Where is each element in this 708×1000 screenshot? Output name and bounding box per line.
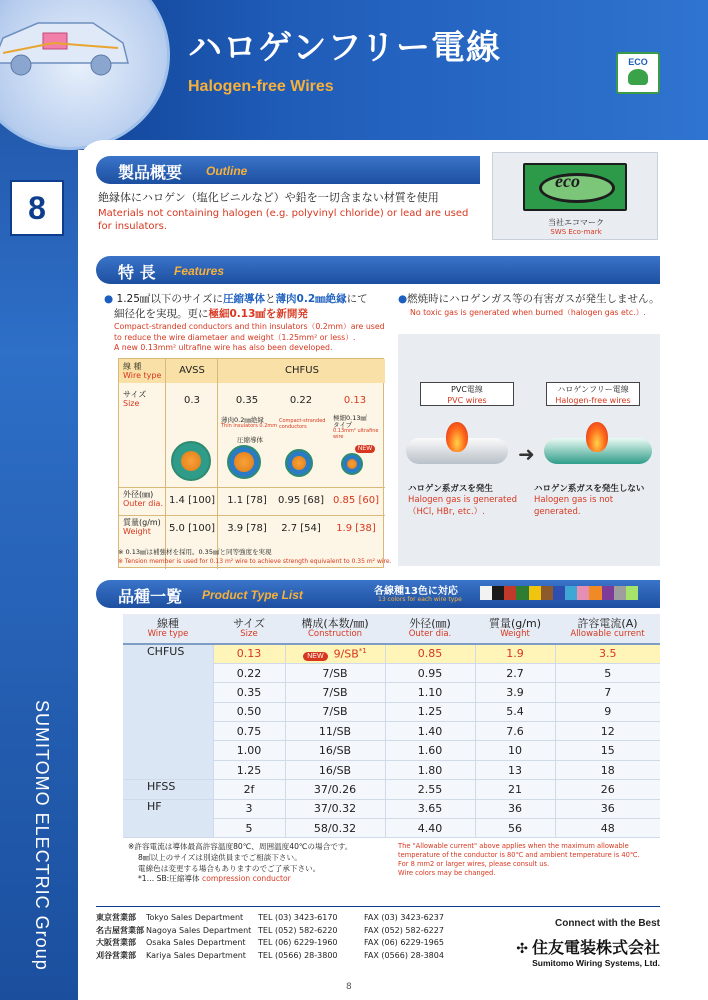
company-logo-icon: ✣ xyxy=(516,941,528,957)
office-name-jp: 東京営業部 xyxy=(96,913,136,922)
office-row xyxy=(96,914,444,922)
wire-type-cell: CHFUS xyxy=(123,644,213,780)
current-cell: 26 xyxy=(555,780,660,799)
core-icon xyxy=(234,452,254,472)
office-row xyxy=(96,927,444,935)
construction-cell: 37/0.32 xyxy=(285,799,385,818)
bullet-icon: ● xyxy=(104,293,114,305)
col-construction xyxy=(285,614,385,644)
construction-cell xyxy=(285,644,385,663)
table-row xyxy=(123,799,660,818)
eco-mark-panel xyxy=(492,152,658,240)
feature-highlight: 極細0.13㎟を新開発 xyxy=(208,308,308,321)
col-jp: 構成(本数/㎜) xyxy=(301,616,369,630)
construction-cell: 7/SB xyxy=(285,663,385,682)
office-row xyxy=(96,939,444,947)
ft-note-en: Thin insulators 0.2mm xyxy=(221,423,278,430)
ft-weight-3: 1.9 [38] xyxy=(336,523,376,534)
gas-result-en: Halogen gas is not generated. xyxy=(534,495,614,517)
company-name-en: Sumitomo Wiring Systems, Ltd. xyxy=(532,958,660,968)
note-line: ※許容電流は導体最高許容温度80℃、周囲温度40℃の場合です。 xyxy=(128,842,353,851)
gas-label-en: Halogen-free wires xyxy=(555,396,631,405)
flame-icon xyxy=(446,422,468,452)
outer-cell: 3.65 xyxy=(385,799,475,818)
wire-type-cell: HF xyxy=(123,799,213,838)
ft-label-jp: サイズ xyxy=(123,390,147,399)
feature-text: と xyxy=(265,293,276,305)
ft-avss: AVSS xyxy=(179,365,205,376)
company-name-text: 住友電装株式会社 xyxy=(531,938,660,957)
divider xyxy=(217,359,218,569)
color-swatch xyxy=(602,586,614,600)
outer-cell: 1.60 xyxy=(385,741,475,760)
color-swatch xyxy=(614,586,626,600)
size-cell: 5 xyxy=(213,819,285,838)
ft-note-comp-en: Compact-stranded conductors xyxy=(279,418,326,430)
ft-outer-2: 0.95 [68] xyxy=(278,495,324,506)
eco-mark-caption-jp: 当社エコマーク xyxy=(548,218,604,227)
feature-point-1 xyxy=(104,292,394,353)
col-size xyxy=(213,614,285,644)
ft-label-en: Wire type xyxy=(123,370,162,380)
color-swatch xyxy=(589,586,601,600)
wire-chfus-013-icon xyxy=(341,453,363,475)
bullet-icon: ● xyxy=(398,293,408,305)
brand-tagline: Connect with the Best xyxy=(554,918,660,929)
ft-outer-1: 1.1 [78] xyxy=(227,495,267,506)
outer-cell: 1.80 xyxy=(385,760,475,779)
size-cell: 1.25 xyxy=(213,760,285,779)
gas-label-jp: ハロゲンフリー電線 xyxy=(557,385,629,394)
colors-label-jp: 各線種13色に対応 xyxy=(374,586,458,597)
construction-cell: 7/SB xyxy=(285,683,385,702)
ft-label-en: Outer dia. xyxy=(123,498,164,508)
color-swatch xyxy=(492,586,504,600)
col-en: Allowable current xyxy=(570,628,645,639)
feature-text: 燃焼時にハロゲンガス等の有害ガスが発生しません。 xyxy=(407,293,660,305)
ft-chfus: CHFUS xyxy=(285,365,319,376)
gas-result-en: Halogen gas is generated xyxy=(408,495,518,506)
features-heading-bar xyxy=(96,256,660,284)
feature-comparison-table xyxy=(118,358,384,568)
core-icon xyxy=(292,456,306,470)
note-line: 8㎟以上のサイズは別途供員までご相談下さい。 xyxy=(138,852,302,862)
feature-text: にて xyxy=(346,293,368,305)
col-wire-type xyxy=(123,614,213,644)
ft-outer-0: 1.4 [100] xyxy=(169,495,215,506)
pvc-wire-label xyxy=(420,382,514,406)
eco-badge-label: ECO xyxy=(628,57,648,67)
flame-icon xyxy=(586,422,608,452)
col-jp: 許容電流(A) xyxy=(577,616,638,630)
col-en: Size xyxy=(240,628,258,639)
note-text-en: compression conductor xyxy=(202,874,291,884)
outline-text-jp: 絶縁体にハロゲン（塩化ビニルなど）や鉛を一切含まない材質を使用 xyxy=(98,191,439,204)
construction-cell: 16/SB xyxy=(285,741,385,760)
size-cell: 0.50 xyxy=(213,702,285,721)
col-current xyxy=(555,614,660,644)
feature-point-2 xyxy=(398,292,668,319)
ft-label-jp: 外径(㎜) xyxy=(123,490,154,499)
leaf-icon xyxy=(628,69,648,85)
current-cell: 12 xyxy=(555,722,660,741)
office-tel: TEL (03) 3423-6170 xyxy=(258,913,338,922)
ft-size-0: 0.3 xyxy=(184,395,200,406)
office-tel: TEL (06) 6229-1960 xyxy=(258,938,338,947)
ft-note-jp: 薄肉0.2㎜絶縁 xyxy=(221,416,264,424)
current-cell: 5 xyxy=(555,663,660,682)
office-tel: TEL (0566) 28-3800 xyxy=(258,950,338,960)
outer-cell: 0.85 xyxy=(385,644,475,663)
note-line: 電線色は変更する場合もありますのでご了承下さい。 xyxy=(138,863,321,873)
color-swatch xyxy=(504,586,516,600)
wire-avss-icon xyxy=(171,441,211,481)
eco-badge xyxy=(616,52,660,94)
ft-label-jp: 線 種 xyxy=(123,362,142,371)
construction-cell: 7/SB xyxy=(285,702,385,721)
color-swatch xyxy=(541,586,553,600)
company-brand xyxy=(476,918,660,968)
color-swatch xyxy=(565,586,577,600)
new-badge: NEW xyxy=(303,652,327,661)
note-line: Wire colors may be changed. xyxy=(398,868,496,877)
weight-cell: 2.7 xyxy=(475,663,555,682)
ft-note-en: 0.13mm² ultrafine wire xyxy=(333,428,379,440)
outline-text-en: Materials not containing halogen (e.g. polyvinyl chloride) or lead are used for insulators. xyxy=(98,208,469,232)
gas-label-en: PVC wires xyxy=(447,396,487,405)
outline-heading-jp: 製品概要 xyxy=(118,163,183,182)
size-cell: 0.75 xyxy=(213,722,285,741)
weight-cell: 3.9 xyxy=(475,683,555,702)
side-brand-text: SUMITOMO ELECTRIC Group xyxy=(32,700,52,971)
ft-label-en: Size xyxy=(123,398,140,408)
color-swatch xyxy=(577,586,589,600)
ft-size-3: 0.13 xyxy=(343,395,367,406)
ft-weight-2: 2.7 [54] xyxy=(281,523,321,534)
construction-value: 9/SB xyxy=(333,647,359,661)
note-line xyxy=(128,874,394,885)
feature-point-2-line xyxy=(398,292,668,307)
gas-result-jp: ハロゲン系ガスを発生 xyxy=(408,484,493,494)
ft-outer-label xyxy=(123,491,163,509)
hf-wire-label xyxy=(546,382,640,406)
col-weight xyxy=(475,614,555,644)
page-title: ハロゲンフリー電線 xyxy=(188,28,501,68)
wire-chfus-035-icon xyxy=(227,445,261,479)
office-row xyxy=(96,952,444,960)
core-icon xyxy=(181,451,201,471)
feature-text: 1.25㎟以下のサイズに xyxy=(116,293,224,305)
weight-cell: 21 xyxy=(475,780,555,799)
col-jp: 質量(g/m) xyxy=(489,616,541,630)
products-heading-jp: 品種一覧 xyxy=(118,587,183,606)
office-name-jp: 大阪営業部 xyxy=(96,938,136,947)
col-en: Weight xyxy=(500,628,530,639)
wire-type-cell: HFSS xyxy=(123,780,213,799)
colors-label-en: 13 colors for each wire type xyxy=(378,596,462,603)
color-swatch xyxy=(626,586,638,600)
ft-size-1: 0.35 xyxy=(235,395,259,406)
size-cell: 0.35 xyxy=(213,683,285,702)
office-fax: FAX (03) 3423-6237 xyxy=(364,913,444,922)
note-line: For 8 mm2 or larger wires, please consult us. xyxy=(398,859,550,868)
office-fax: FAX (0566) 28-3804 xyxy=(364,950,444,960)
gas-result-jp: ハロゲン系ガスを発生しない xyxy=(534,484,645,494)
size-cell: 2f xyxy=(213,780,285,799)
outline-heading-bar xyxy=(96,156,480,184)
footnote-mark: *1 xyxy=(358,647,367,656)
office-name-jp: 名古屋営業部 xyxy=(96,925,144,935)
core-icon xyxy=(347,459,357,469)
current-cell: 9 xyxy=(555,702,660,721)
note-text: *1… SB:圧縮導体 xyxy=(138,874,200,884)
page-subtitle: Halogen-free Wires xyxy=(188,78,334,95)
footer-divider xyxy=(96,906,660,907)
outer-cell: 4.40 xyxy=(385,819,475,838)
col-jp: 外径(㎜) xyxy=(409,616,451,630)
color-swatch xyxy=(516,586,528,600)
features-heading-jp: 特 長 xyxy=(118,263,156,282)
car-icon xyxy=(0,3,133,83)
hf-result xyxy=(534,484,660,518)
ft-wire-type-label xyxy=(123,363,161,381)
ft-label-en: Weight xyxy=(123,526,151,536)
outer-cell: 1.25 xyxy=(385,702,475,721)
weight-cell: 1.9 xyxy=(475,644,555,663)
ft-footnote-jp: ※ 0.13㎟は補強材を採用。0.35㎟と同等強度を実現 xyxy=(118,548,272,556)
ft-footnote-en: ※ Tension member is used for 0.13 m² wire to achieve strength equivalent to 0.35 m² wire. xyxy=(118,558,392,565)
current-cell: 7 xyxy=(555,683,660,702)
table-row xyxy=(123,780,660,799)
note-line: The "Allowable current" above applies when the maximum allowable temperature of the conductor is 80℃ and ambient temperature is 40℃. xyxy=(398,842,640,859)
weight-cell: 10 xyxy=(475,741,555,760)
gas-label-jp: PVC電線 xyxy=(451,385,483,394)
col-jp: サイズ xyxy=(232,616,266,630)
office-name-en: Kariya Sales Department xyxy=(146,950,246,960)
divider xyxy=(165,359,166,569)
table-header-row xyxy=(123,614,660,644)
color-swatch xyxy=(529,586,541,600)
weight-cell: 7.6 xyxy=(475,722,555,741)
construction-cell: 11/SB xyxy=(285,722,385,741)
new-badge: NEW xyxy=(355,445,375,453)
wire-chfus-022-icon xyxy=(285,449,313,477)
company-name-jp xyxy=(476,935,660,958)
feature-highlight: 圧縮導体 xyxy=(223,293,266,305)
col-outer-dia xyxy=(385,614,475,644)
pvc-result xyxy=(408,484,517,518)
page-number: 8 xyxy=(346,982,352,992)
current-cell: 36 xyxy=(555,799,660,818)
outer-cell: 0.95 xyxy=(385,663,475,682)
outer-cell: 2.55 xyxy=(385,780,475,799)
size-cell: 1.00 xyxy=(213,741,285,760)
feature-text: 細径化を実現。更に xyxy=(114,308,209,321)
office-tel: TEL (052) 582-6220 xyxy=(258,925,338,935)
size-cell: 3 xyxy=(213,799,285,818)
current-cell: 15 xyxy=(555,741,660,760)
chapter-number: 8 xyxy=(10,180,64,236)
col-en: Outer dia. xyxy=(408,628,452,639)
products-heading-en: Product Type List xyxy=(202,588,303,602)
office-fax: FAX (06) 6229-1965 xyxy=(364,938,444,947)
office-fax: FAX (052) 582-6227 xyxy=(364,925,444,935)
eco-mark-caption-en: SWS Eco-mark xyxy=(550,228,602,236)
gas-result-en2: （HCl, HBr, etc.）. xyxy=(408,506,485,517)
color-swatch xyxy=(553,586,565,600)
current-cell: 48 xyxy=(555,819,660,838)
product-table xyxy=(123,614,660,838)
color-swatch xyxy=(480,586,492,600)
ft-note-jp2: タイプ xyxy=(333,421,353,430)
office-name-en: Tokyo Sales Department xyxy=(146,913,244,922)
weight-cell: 13 xyxy=(475,760,555,779)
col-en: Construction xyxy=(307,628,363,639)
size-cell: 0.22 xyxy=(213,663,285,682)
ft-outer-3: 0.85 [60] xyxy=(333,495,379,506)
weight-cell: 56 xyxy=(475,819,555,838)
current-cell: 18 xyxy=(555,760,660,779)
outline-heading-en: Outline xyxy=(206,164,248,178)
office-name-jp: 刈谷営業部 xyxy=(96,950,136,960)
gas-comparison-panel xyxy=(398,334,660,566)
arrow-right-icon: ➜ xyxy=(518,442,535,466)
feature-highlight: 薄肉0.2㎜絶縁 xyxy=(275,293,347,305)
eco-mark-icon xyxy=(523,163,627,211)
ft-label-jp: 質量(g/m) xyxy=(123,518,161,527)
ft-note-jp: 極細0.13㎟ xyxy=(333,414,367,422)
office-name-en: Osaka Sales Department xyxy=(146,938,246,947)
outer-cell: 1.40 xyxy=(385,722,475,741)
ft-weight-1: 3.9 [78] xyxy=(227,523,267,534)
feature-point-1-en: Compact-stranded conductors and thin insulators（0.2mm）are used to reduce the wire diametaer and weight（1.25mm² or less）. xyxy=(114,322,385,342)
features-heading-en: Features xyxy=(174,264,225,278)
col-jp: 線種 xyxy=(157,616,179,630)
ft-weight-label xyxy=(123,519,161,537)
current-cell: 3.5 xyxy=(555,644,660,663)
ft-note-comp-jp: 圧縮導体 xyxy=(237,436,263,444)
construction-cell: 16/SB xyxy=(285,760,385,779)
office-name-en: Nagoya Sales Department xyxy=(146,925,252,935)
feature-point-1-en2: A new 0.13mm² ultrafine wire has also been developed. xyxy=(114,342,333,352)
ft-size-label xyxy=(123,391,146,409)
feature-point-1-line2 xyxy=(104,307,394,322)
ft-weight-0: 5.0 [100] xyxy=(169,523,215,534)
eco-mark-text: eco xyxy=(555,171,580,191)
construction-cell: 58/0.32 xyxy=(285,819,385,838)
weight-cell: 5.4 xyxy=(475,702,555,721)
col-en: Wire type xyxy=(147,628,189,639)
weight-cell: 36 xyxy=(475,799,555,818)
color-swatches xyxy=(480,586,638,600)
divider xyxy=(119,487,385,488)
divider xyxy=(119,515,385,516)
table-row xyxy=(123,644,660,663)
feature-point-1-line1 xyxy=(104,292,394,307)
product-notes-en xyxy=(398,842,660,877)
ft-note-ultra xyxy=(333,415,383,440)
ft-size-2: 0.22 xyxy=(289,395,313,406)
outer-cell: 1.10 xyxy=(385,683,475,702)
feature-point-2-en: No toxic gas is generated when burned（halogen gas etc.）. xyxy=(410,308,646,318)
ft-note-thin xyxy=(221,417,277,430)
size-cell: 0.13 xyxy=(213,644,285,663)
side-brand xyxy=(26,700,56,980)
construction-cell: 37/0.26 xyxy=(285,780,385,799)
product-notes-jp xyxy=(128,842,394,885)
